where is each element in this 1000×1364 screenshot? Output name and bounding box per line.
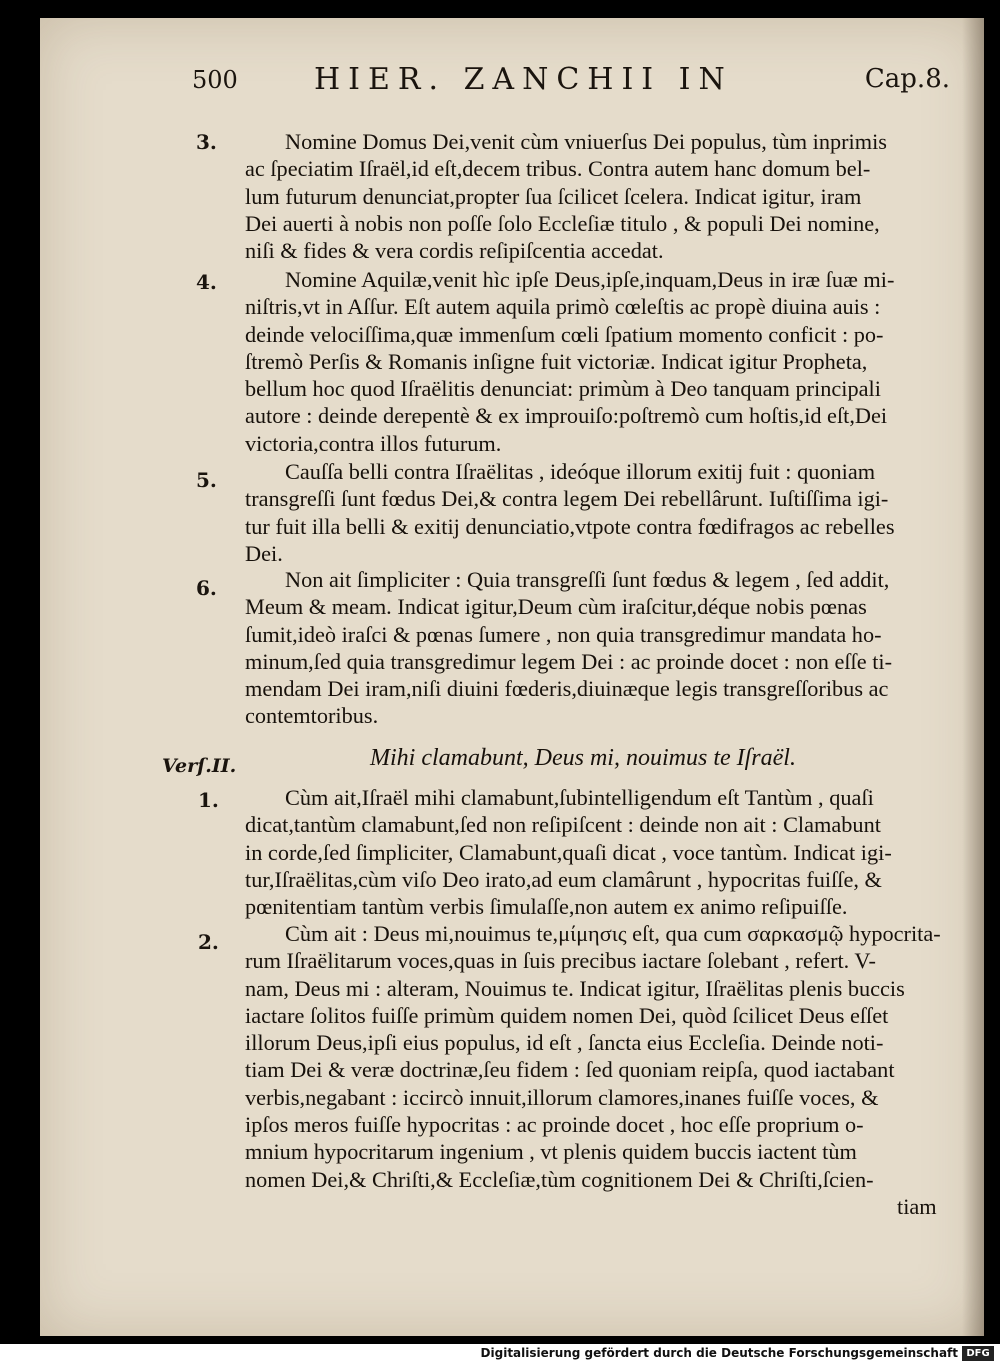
text-line: nam, Deus mi : alteram, Nouimus te. Indicat igitur, Iſraëlitas plenis buccis bbox=[245, 975, 905, 1001]
text-line: verbis,negabant : iccircò innuit,illorum clamores,inanes fuiſſe voces, & bbox=[245, 1084, 879, 1110]
text-line: dicat,tantùm clamabunt,ſed non reſipiſcent : deinde non ait : Clamabunt bbox=[245, 812, 881, 838]
text-line: in corde,ſed ſimpliciter, Clamabunt,quaſi dicat , voce tantùm. Indicat igi- bbox=[245, 839, 892, 865]
page-number: 500 bbox=[192, 66, 238, 94]
funding-note: Digitalisierung gefördert durch die Deutsche Forschungsgemeinschaft bbox=[480, 1346, 958, 1360]
text-line: tur fuit illa belli & exitij denunciatio,vtpote contra fœdifragos ac rebelles bbox=[245, 513, 895, 539]
text-line: Cauſſa belli contra Iſraëlitas , ideóque illorum exitij fuit : quoniam bbox=[285, 459, 876, 484]
text-line: contemtoribus. bbox=[245, 703, 379, 729]
text-line: mnium hypocritarum ingenium , vt plenis quidem buccis iactent tùm bbox=[245, 1139, 857, 1165]
text-line: victoria,contra illos futurum. bbox=[245, 430, 502, 456]
text-line: mendam Dei iram,niſi diuini fœderis,diuinæque legis transgreſſoribus ac bbox=[245, 676, 889, 702]
verse-marker: Verſ.II. bbox=[162, 755, 237, 777]
text-line: Cùm ait : Deus mi,nouimus te,μίμησις eſt, qua cum σαρκασμῷ hypocrita- bbox=[285, 921, 941, 946]
margin-number-3: 3. bbox=[196, 130, 217, 154]
text-line: bellum hoc quod Iſraëlitis denunciat: primùm à Deo tanquam principali bbox=[245, 376, 881, 402]
text-line: Meum & meam. Indicat igitur,Deum cùm iraſcitur,déque nobis pœnas bbox=[245, 594, 867, 620]
text-line: lum futurum denunciat,propter ſua ſcilicet ſcelera. Indicat igitur, iram bbox=[245, 183, 862, 209]
text-line: tiam Dei & veræ doctrinæ,ſeu fidem : ſed quoniam reipſa, quod iactabant bbox=[245, 1057, 895, 1083]
text-line: deinde velociſſima,quæ immenſum cœli ſpatium momento conficit : po- bbox=[245, 321, 884, 347]
text-line: ac ſpeciatim Iſraël,id eſt,decem tribus. Contra autem hanc domum bel- bbox=[245, 156, 871, 182]
text-line: autore : deinde derepentè & ex improuiſo:poſtremò cum hoſtis,id eſt,Dei bbox=[245, 403, 888, 429]
text-line: pœnitentiam tantùm verbis ſimulaſſe,non autem ex animo reſipuiſſe. bbox=[245, 894, 848, 920]
margin-number-6: 6. bbox=[196, 576, 217, 600]
text-line: illorum Deus,ipſi eius populus, id eſt , ſancta eius Eccleſia. Deinde noti- bbox=[245, 1030, 884, 1056]
text-line: Nomine Domus Dei,venit cùm vniuerſus Dei populus, tùm inprimis bbox=[285, 129, 887, 154]
text-line: transgreſſi ſunt fœdus Dei,& contra legem Dei rebellârunt. Iuſtiſſima igi- bbox=[245, 486, 889, 512]
catchword: tiam bbox=[897, 1193, 937, 1219]
footer-bar bbox=[0, 1344, 1000, 1364]
paragraph-3 bbox=[245, 128, 950, 264]
chapter-label: Cap.8. bbox=[864, 64, 950, 94]
text-line: ſtremò Perſis & Romanis inſigne fuit victoriæ. Indicat igitur Propheta, bbox=[245, 348, 868, 374]
paragraph-1 bbox=[245, 784, 950, 920]
paragraph-2 bbox=[245, 920, 950, 1220]
margin-number-5: 5. bbox=[196, 468, 217, 492]
margin-number-2: 2. bbox=[198, 930, 219, 954]
text-line: Non ait ſimpliciter : Quia transgreſſi ſunt fœdus & legem , ſed addit, bbox=[285, 567, 890, 592]
text-line: nomen Dei,& Chriſti,& Eccleſiæ,tùm cognitionem Dei & Chriſti,ſcien- bbox=[245, 1166, 874, 1192]
text-line: Cùm ait,Iſraël mihi clamabunt,ſubintelligendum eſt Tantùm , quaſi bbox=[285, 785, 874, 810]
margin-number-4: 4. bbox=[196, 270, 217, 294]
running-header bbox=[190, 62, 950, 102]
verse-quote: Mihi clamabunt, Deus mi, nouimus te Iſraël. bbox=[370, 745, 796, 771]
margin-number-1: 1. bbox=[198, 788, 219, 812]
running-title: HIER. ZANCHII IN bbox=[314, 62, 733, 97]
text-line: ſumit,ideò iraſci & pœnas ſumere , non quia transgredimur mandata ho- bbox=[245, 621, 882, 647]
text-line: Dei auerti à nobis non poſſe ſolo Eccleſiæ titulo , & populi Dei nomine, bbox=[245, 210, 880, 236]
text-line: niſtris,vt in Aſſur. Eſt autem aquila primò cœleſtis ac propè diuina auis : bbox=[245, 294, 881, 320]
text-line: ipſos meros fuiſſe hypocritas : ac proinde docet , hoc eſſe proprium o- bbox=[245, 1112, 864, 1138]
page-gutter-shadow bbox=[962, 18, 984, 1336]
text-line: iactare ſolitos fuiſſe primùm quidem nomen Dei, quòd ſcilicet Deus eſſet bbox=[245, 1002, 889, 1028]
dfg-logo: DFG bbox=[962, 1346, 994, 1361]
text-line: rum Iſraëlitarum voces,quas in ſuis precibus iactare ſolebant , refert. V- bbox=[245, 948, 876, 974]
text-line: tur,Iſraëlitas,cùm viſo Deo irato,ad eum clamârunt , hypocritas fuiſſe, & bbox=[245, 866, 882, 892]
paragraph-4 bbox=[245, 266, 950, 457]
paragraph-6 bbox=[245, 566, 950, 730]
paragraph-5 bbox=[245, 458, 950, 567]
text-line: minum,ſed quia transgredimur legem Dei : ac proinde docet : non eſſe ti- bbox=[245, 648, 893, 674]
text-line: Nomine Aquilæ,venit hìc ipſe Deus,ipſe,inquam,Deus in iræ ſuæ mi- bbox=[285, 267, 895, 292]
text-line: Dei. bbox=[245, 540, 283, 566]
text-line: niſi & fides & vera cordis reſipiſcentia accedat. bbox=[245, 238, 664, 264]
